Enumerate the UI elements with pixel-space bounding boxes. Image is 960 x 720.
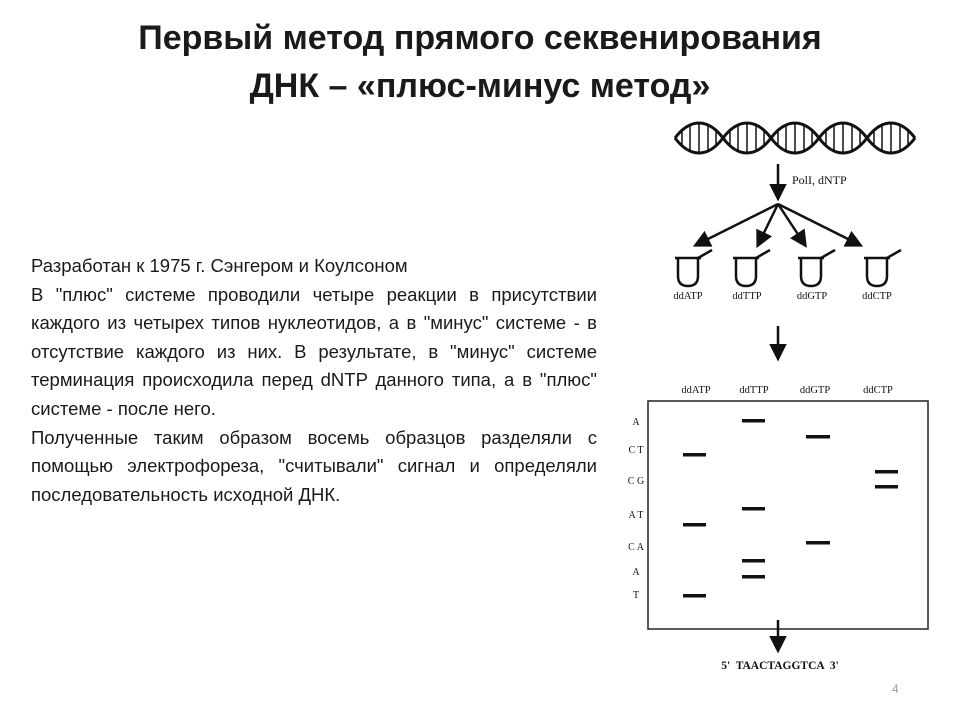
- side-letter-4: A T: [628, 510, 644, 521]
- gel-band: [806, 541, 830, 545]
- side-letter-1: A: [632, 417, 640, 428]
- gel-band: [683, 594, 706, 598]
- gel-band: [875, 470, 898, 474]
- side-letter-5: C A: [628, 542, 644, 553]
- sequencing-diagram: [620, 112, 940, 697]
- sequencing-figure: [620, 112, 940, 697]
- tube-label-2: ddTTP: [732, 291, 762, 302]
- side-letter-3: C G: [627, 476, 645, 487]
- side-letter-7: T: [632, 590, 640, 601]
- tube-icon-t: [733, 250, 770, 286]
- page-number: 4: [892, 682, 899, 696]
- branch-arrows: [696, 204, 860, 245]
- paragraph-plus-minus: В "плюс" системе проводили четыре реакции в присутствии каждого из четырех типов нуклеотидов, а в "минус" системе - в отсутствие каждого из них. В результате, в "минус" системе терминация происходила перед dNTP данного типа, а в "плюс" системе - после него.: [31, 283, 597, 419]
- side-letter-2: C T: [628, 445, 644, 456]
- paragraph-authors: Разработан к 1975 г. Сэнгером и Коулсоном: [31, 255, 408, 276]
- body-text: [31, 252, 597, 509]
- gel-band: [683, 523, 706, 527]
- gel-lane-label-2: ddTTP: [739, 385, 769, 396]
- gel-band: [806, 435, 830, 439]
- tube-icon-g: [798, 250, 835, 286]
- title-line-2: ДНК – «плюс-минус метод»: [249, 67, 711, 105]
- tube-label-4: ddCTP: [862, 291, 892, 302]
- tube-label-1: ddATP: [673, 291, 703, 302]
- paragraph-electrophoresis: Полученные таким образом восемь образцов разделяли с помощью электрофореза, "считывали" сигнал и определяли последовательность исходной ДНК.: [31, 426, 597, 505]
- gel-lane-label-1: ddATP: [681, 385, 711, 396]
- slide-title: [40, 14, 920, 110]
- gel-band: [742, 559, 765, 563]
- gel-side-letters: [628, 417, 645, 601]
- result-sequence: 5' TAACTAGGTCA 3': [721, 660, 839, 672]
- tube-label-3: ddGTP: [796, 291, 828, 302]
- tube-icon-a: [675, 250, 712, 286]
- side-letter-6: A: [632, 567, 640, 578]
- gel-band: [742, 419, 765, 423]
- gel-band: [742, 507, 765, 511]
- gel-band: [875, 485, 898, 489]
- dna-helix-icon: [675, 123, 915, 153]
- gel-band: [742, 575, 765, 579]
- step1-label: PolI, dNTP: [792, 173, 847, 187]
- gel-lane-label-4: ddCTP: [863, 385, 893, 396]
- tube-icon-c: [864, 250, 901, 286]
- title-line-1: Первый метод прямого секвенирования: [138, 19, 822, 57]
- gel-band: [683, 453, 706, 457]
- gel-lane-label-3: ddGTP: [799, 385, 831, 396]
